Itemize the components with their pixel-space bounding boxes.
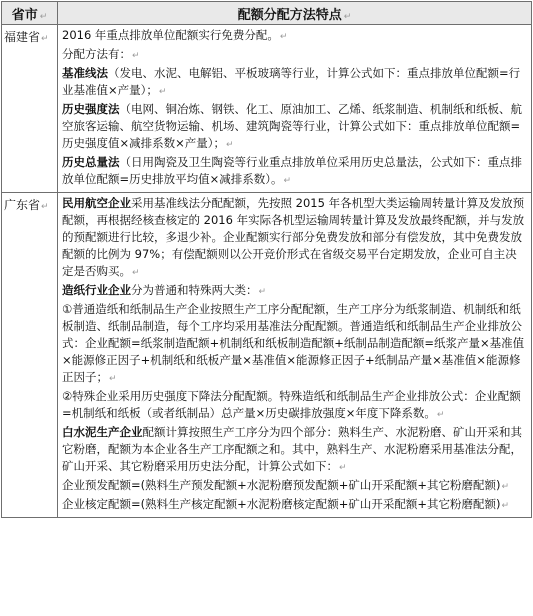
method-paragraph	[62, 424, 526, 477]
province-name: 福建省	[4, 30, 41, 44]
method-paragraph	[62, 27, 526, 46]
method-text: 2016 年重点排放单位配额实行免费分配。	[62, 28, 279, 42]
paragraph-mark-icon: ↵	[226, 140, 234, 150]
method-text: 企业预发配额=(熟料生产预发配额+水泥粉磨预发配额+矿山开采配额+其它粉磨配额)	[62, 478, 501, 492]
method-cell	[58, 193, 532, 518]
header-row	[2, 2, 532, 25]
allocation-table	[1, 1, 532, 518]
method-text: 分配方法有：	[62, 47, 131, 61]
province-cell	[2, 193, 58, 518]
method-text: （日用陶瓷及卫生陶瓷等行业重点排放单位采用历史总量法，公式如下：重点排放单位配额=历史排放平均值×减排系数）。	[62, 155, 522, 186]
method-paragraph	[62, 195, 526, 282]
header-province: 省市 ↵	[2, 2, 58, 25]
table-row	[2, 25, 532, 193]
method-text: 分为普通和特殊两大类：	[131, 283, 258, 297]
paragraph-mark-icon: ↵	[258, 287, 267, 297]
method-term: 造纸行业企业	[62, 283, 131, 297]
method-paragraph	[62, 388, 526, 424]
paragraph-mark-icon: ↵	[283, 176, 292, 186]
paragraph-mark-icon: ↵	[501, 482, 510, 492]
paragraph-mark-icon: ↵	[41, 202, 49, 212]
method-paragraph	[62, 101, 526, 154]
paragraph-mark-icon: ↵	[158, 87, 167, 97]
method-text: 配额计算按照生产工序分为四个部分：熟料生产、水泥粉磨、矿山开采和其它粉磨，配额为本企业各生产工序配额之和。其中，熟料生产、水泥粉磨采用基准法分配，矿山开采、其它粉磨采用历史法分配，计算公式如下：	[62, 425, 522, 473]
method-term: 历史强度法	[62, 102, 120, 116]
method-term: 民用航空企业	[62, 196, 131, 210]
paragraph-mark-icon: ↵	[279, 32, 288, 42]
method-paragraph	[62, 65, 526, 101]
paragraph-mark-icon: ↵	[132, 268, 140, 278]
paragraph-mark-icon: ↵	[132, 51, 140, 61]
method-term: 白水泥生产企业	[62, 425, 143, 439]
paragraph-mark-icon: ↵	[339, 463, 347, 473]
province-cell	[2, 25, 58, 193]
paragraph-mark-icon: ↵	[41, 34, 49, 44]
method-paragraph	[62, 477, 526, 496]
table-row	[2, 193, 532, 518]
method-paragraph	[62, 496, 526, 515]
method-paragraph	[62, 154, 526, 190]
header-method: 配额分配方法特点 ↵	[58, 2, 532, 25]
paragraph-mark-icon: ↵	[39, 11, 48, 22]
paragraph-mark-icon: ↵	[343, 11, 352, 22]
method-paragraph	[62, 46, 526, 65]
paragraph-mark-icon: ↵	[436, 410, 445, 420]
province-name: 广东省	[4, 198, 41, 212]
paragraph-mark-icon: ↵	[501, 501, 510, 511]
method-paragraph	[62, 301, 526, 388]
method-text: 企业核定配额=(熟料生产核定配额+水泥粉磨核定配额+矿山开采配额+其它粉磨配额)	[62, 497, 501, 511]
method-text: （发电、水泥、电解铝、平板玻璃等行业，计算公式如下：重点排放单位配额=行业基准值×产量）；	[62, 66, 521, 97]
method-text: （电网、铜冶炼、钢铁、化工、原油加工、乙烯、纸浆制造、机制纸和纸板、航空旅客运输、航空货物运输、机场、建筑陶瓷等行业，计算公式如下：重点排放单位配额=历史强度值×减排系数×产量）；	[62, 102, 522, 150]
method-text: ①普通造纸和纸制品生产企业按照生产工序分配配额，生产工序分为纸浆制造、机制纸和纸板制造、纸制品制造，每个工序均采用基准法分配配额。普通造纸和纸制品生产企业排放公式：企业配额=纸浆制造配额+机制纸和纸板制造配额+纸制品制造配额=纸浆产量×基准值×能源修正因子+机制纸和纸板产量×基准值×能源修正因子+纸制品产量×基准值×能源修正因子；	[62, 302, 525, 384]
method-term: 基准线法	[62, 66, 108, 80]
method-paragraph	[62, 282, 526, 301]
method-term: 历史总量法	[62, 155, 120, 169]
table-body	[2, 25, 532, 518]
method-cell	[58, 25, 532, 193]
method-text: 采用基准线法分配配额，先按照 2015 年各机型大类运输周转量计算及发放预配额，再根据经核查核定的 2016 年实际各机型运输周转量计算及发放最终配额，并与发放的预配额进行比较，多退少补。企业配额实行部分免费发放和部分有偿发放，其中免费发放配额的比例为 97%；有偿配额则以公开竞价形式在省级交易平台定期发放，企业可自主决定是否购买。	[62, 196, 525, 278]
method-text: ②特殊企业采用历史强度下降法分配配额。特殊造纸和纸制品生产企业排放公式：企业配额=机制纸和纸板（或者纸制品）总产量×历史碳排放强度×年度下降系数。	[62, 389, 521, 420]
paragraph-mark-icon: ↵	[109, 374, 117, 384]
